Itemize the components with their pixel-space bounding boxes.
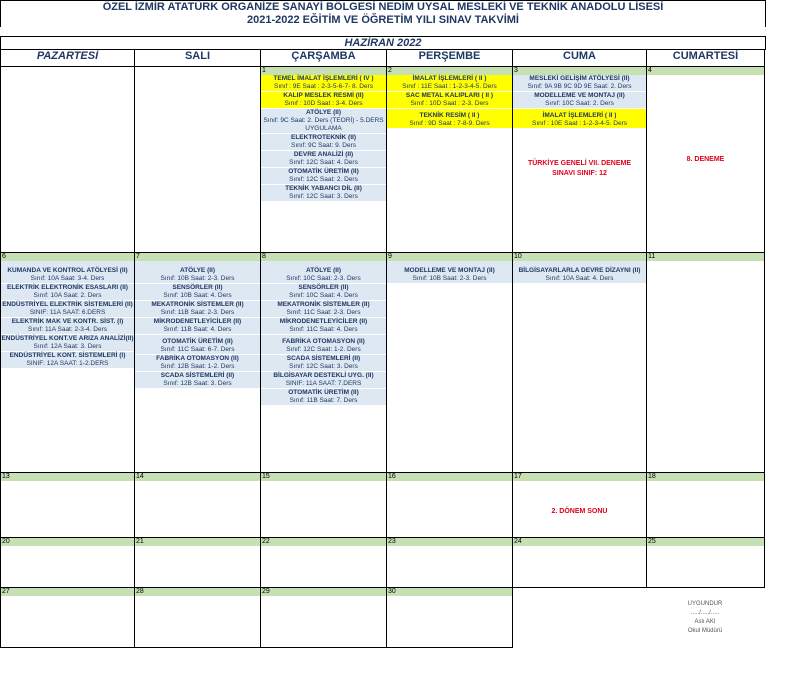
- day-number: 16: [387, 473, 512, 481]
- document-header: [0, 0, 766, 27]
- day-cell-6: [1, 253, 135, 473]
- exam-entry: ENDÜSTRİYEL KONT.VE ARIZA ANALİZİ(II) Sınıf: 12A Saat: 3. Ders: [1, 335, 134, 350]
- exam-entry: İMALAT İŞLEMLERİ ( II ) Sınıf : 10E Saat : 1-2-3-4-5. Ders: [513, 109, 646, 129]
- day-number: 9: [387, 253, 512, 261]
- day-number: 2: [387, 67, 512, 75]
- exam-entry: OTOMATİK ÜRETİM (II) Sınıf: 12C Saat: 2. Ders: [261, 168, 386, 185]
- exam-entry: FABRİKA OTOMASYON (II) Sınıf: 12B Saat: 1-2. Ders: [135, 355, 260, 372]
- week-row: [1, 253, 765, 473]
- exam-entry: MEKATRONİK SİSTEMLER (II) Sınıf: 11B Saat: 2-3. Ders: [135, 301, 260, 318]
- day-number: 24: [513, 538, 646, 546]
- document-title: 2021-2022 EĞİTİM VE ÖĞRETİM YILI SINAV TAKVİMİ: [246, 14, 519, 26]
- exam-entry: SENSÖRLER (II) Sınıf: 10C Saat: 4. Ders: [261, 284, 386, 301]
- day-number: 17: [513, 473, 646, 481]
- exam-calendar: [0, 49, 765, 648]
- exam-entry: MODELLEME VE MONTAJ (II) Sınıf: 10C Saat: 2. Ders: [513, 92, 646, 109]
- exam-entry: İMALAT İŞLEMLERİ ( II ) Sınıf : 11E Saat : 1-2-3-4-5. Ders: [387, 75, 512, 92]
- day-cell-15: [261, 473, 387, 538]
- day-cell-21: [135, 538, 261, 588]
- day-number: 30: [387, 588, 512, 596]
- day-number: 15: [261, 473, 386, 481]
- exam-entry: MEKATRONİK SİSTEMLER (II) Sınıf: 11C Saat: 2-3. Ders: [261, 301, 386, 318]
- exam-entry: MESLEKİ GELİŞİM ATÖLYESİ (II) Sınıf: 9A 9B 9C 9D 9E Saat: 2. Ders: [513, 75, 646, 92]
- exam-entry: SENSÖRLER (II) Sınıf: 10B Saat: 4. Ders: [135, 284, 260, 301]
- weekday-saturday: CUMARTESİ: [647, 50, 765, 67]
- school-name: ÖZEL İZMİR ATATÜRK ORGANİZE SANAYİ BÖLGESİ NEDİM UYSAL MESLEKİ VE TEKNİK ANADOLU LİSESİ: [102, 1, 664, 13]
- deneme-exam-note: TÜRKİYE GENELİ VII. DENEME SINAVI SINIF: 12: [527, 160, 632, 177]
- day-number: 20: [1, 538, 134, 546]
- term-end-note: 2. DÖNEM SONU: [551, 508, 608, 515]
- exam-entry: KALIP MESLEK RESMİ (II) Sınıf : 10D Saat : 3-4. Ders: [261, 92, 386, 109]
- day-cell-30: [387, 588, 513, 648]
- blank-cell: [513, 588, 647, 648]
- weekday-header-row: [1, 50, 765, 67]
- day-cell-4: [647, 67, 765, 253]
- exam-entry: ATÖLYE (II) Sınıf: 10B Saat: 2-3. Ders: [135, 261, 260, 284]
- exam-entry: TEKNİK YABANCI DİL (II) Sınıf: 12C Saat: 3. Ders: [261, 185, 386, 202]
- weekday-monday: PAZARTESİ: [1, 50, 135, 67]
- exam-entry: SCADA SİSTEMLERİ (II) Sınıf: 12C Saat: 3. Ders: [261, 355, 386, 372]
- weekday-tuesday: SALI: [135, 50, 261, 67]
- exam-entry: ENDÜSTRİYEL ELEKTRİK SİSTEMLERİ (II) SINIF: 11A SAAT: 6.DERS: [2, 301, 133, 316]
- day-cell-23: [387, 538, 513, 588]
- deneme-note: 8. DENEME: [686, 156, 725, 163]
- exam-entry: MODELLEME VE MONTAJ (II) Sınıf: 10B Saat: 2-3. Ders: [387, 261, 512, 284]
- exam-entry: OTOMATİK ÜRETİM (II) Sınıf: 11B Saat: 7. Ders: [261, 389, 386, 406]
- exam-entry: ELEKTROTEKNİK (II) Sınıf: 9C Saat: 9. Ders: [261, 134, 386, 151]
- approval-label: UYGUNDUR: [687, 601, 723, 607]
- day-cell-7: [135, 253, 261, 473]
- week-row: [1, 67, 765, 253]
- day-number: 21: [135, 538, 260, 546]
- day-number: 6: [1, 253, 134, 261]
- month-title: HAZİRAN 2022: [0, 36, 766, 50]
- exam-entry: OTOMATİK ÜRETİM (II) Sınıf: 11C Saat: 6-7. Ders: [135, 335, 260, 355]
- exam-entry: ELEKTRİK MAK VE KONTR. SİST. (I) Sınıf: 11A Saat: 2-3-4. Ders: [1, 318, 134, 335]
- day-cell-11: [647, 253, 765, 473]
- day-cell-27: [1, 588, 135, 648]
- day-number: 23: [387, 538, 512, 546]
- day-number: 3: [513, 67, 646, 75]
- day-number: 13: [1, 473, 134, 481]
- day-cell-17: [513, 473, 647, 538]
- day-cell-18: [647, 473, 765, 538]
- day-cell-22: [261, 538, 387, 588]
- exam-entry: ELEKTRİK ELEKTRONİK ESASLARI (II) Sınıf: 10A Saat: 2. Ders: [1, 284, 134, 301]
- day-cell-25: [647, 538, 765, 588]
- weekday-thursday: PERŞEMBE: [387, 50, 513, 67]
- day-cell-9: [387, 253, 513, 473]
- day-number: 25: [647, 538, 764, 546]
- exam-entry: TEMEL İMALAT İŞLEMLERİ ( IV ) Sınıf : 9E Saat : 2-3-5-6-7- 8. Ders: [261, 75, 386, 92]
- day-cell-16: [387, 473, 513, 538]
- weekday-friday: CUMA: [513, 50, 647, 67]
- exam-entry: SAC METAL KALIPLARI ( II ) Sınıf : 10D Saat : 2-3. Ders: [387, 92, 512, 109]
- day-number: 10: [513, 253, 646, 261]
- day-cell-29: [261, 588, 387, 648]
- day-number: 28: [135, 588, 260, 596]
- day-cell-14: [135, 473, 261, 538]
- exam-entry: ENDÜSTRİYEL KONT. SİSTEMLERİ (I) SINIF: 12A SAAT: 1-2.DERS: [1, 352, 134, 369]
- day-cell-10: [513, 253, 647, 473]
- weekday-wednesday: ÇARŞAMBA: [261, 50, 387, 67]
- day-cell-2: [387, 67, 513, 253]
- day-cell-13: [1, 473, 135, 538]
- day-number: 7: [135, 253, 260, 261]
- day-cell-empty: [135, 67, 261, 253]
- week-row: [1, 538, 765, 588]
- approval-block: [660, 600, 750, 636]
- week-row: [1, 473, 765, 538]
- exam-entry: ATÖLYE (II) Sınıf: 9C Saat: 2. Ders (TEORİ) - 5.DERS UYGULAMA: [261, 109, 386, 134]
- day-number: 8: [261, 253, 386, 261]
- day-number: 1: [261, 67, 386, 75]
- week-row: [1, 588, 765, 648]
- day-number: 18: [647, 473, 764, 481]
- day-number: 22: [261, 538, 386, 546]
- day-cell-28: [135, 588, 261, 648]
- day-cell-8: [261, 253, 387, 473]
- exam-entry: ATÖLYE (II) Sınıf: 10C Saat: 2-3. Ders: [261, 261, 386, 284]
- approval-date: ...../...../.....: [690, 610, 720, 616]
- exam-entry: KUMANDA VE KONTROL ATÖLYESİ (II) Sınıf: 10A Saat: 3-4. Ders: [1, 261, 134, 284]
- exam-entry: SCADA SİSTEMLERİ (II) Sınıf: 12B Saat: 3. Ders: [135, 372, 260, 389]
- principal-name: Aslı AKI: [694, 619, 716, 625]
- day-number: 27: [1, 588, 134, 596]
- day-cell-1: [261, 67, 387, 253]
- day-number: 11: [647, 253, 764, 261]
- exam-entry: DEVRE ANALİZİ (II) Sınıf: 12C Saat: 4. Ders: [261, 151, 386, 168]
- exam-entry: BİLGİSAYARLARLA DEVRE DİZAYNI (II) Sınıf: 10A Saat: 4. Ders: [513, 261, 646, 284]
- exam-entry: MİKRODENETLEYİCİLER (II) Sınıf: 11B Saat: 4. Ders: [135, 318, 260, 335]
- day-cell-24: [513, 538, 647, 588]
- exam-entry: FABRİKA OTOMASYON (II) Sınıf: 12C Saat: 1-2. Ders: [261, 335, 386, 355]
- day-cell-20: [1, 538, 135, 588]
- day-cell-empty: [1, 67, 135, 253]
- exam-entry: MİKRODENETLEYİCİLER (II) Sınıf: 11C Saat: 4. Ders: [261, 318, 386, 335]
- day-cell-3: [513, 67, 647, 253]
- day-number: 4: [647, 67, 764, 75]
- exam-entry: TEKNİK RESİM ( II ) Sınıf : 9D Saat : 7-8-9. Ders: [387, 109, 512, 129]
- day-number: 14: [135, 473, 260, 481]
- day-number: 29: [261, 588, 386, 596]
- exam-entry: BİLGİSAYAR DESTEKLİ UYG. (II) SINIF: 11A SAAT: 7.DERS: [261, 372, 386, 389]
- principal-title: Okul Müdürü: [687, 628, 723, 634]
